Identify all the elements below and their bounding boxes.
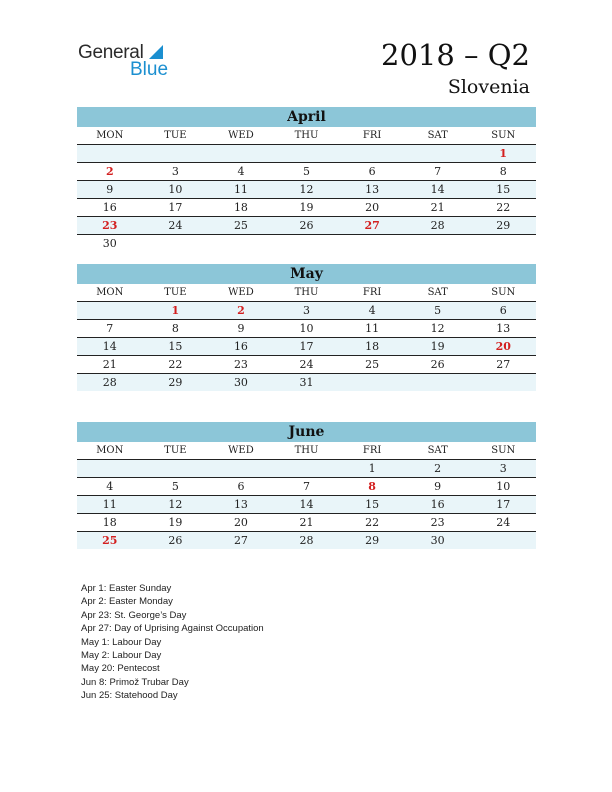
day-cell: 9 — [434, 480, 442, 493]
day-cell — [208, 145, 274, 162]
day-cell: 11 — [102, 498, 117, 511]
holiday-day-cell: 1 — [171, 304, 180, 317]
logo-general-text: General — [78, 42, 144, 63]
weekday-header-row — [77, 442, 536, 460]
holiday-note: May 20: Pentecost — [81, 663, 160, 675]
weekday-header-row — [77, 127, 536, 145]
day-cell: 6 — [499, 304, 507, 317]
day-cell: 20 — [233, 516, 248, 529]
week-row — [77, 163, 536, 181]
day-cell: 6 — [237, 480, 245, 493]
day-cell: 5 — [303, 165, 311, 178]
day-cell: 21 — [430, 201, 445, 214]
day-cell: 23 — [233, 358, 248, 371]
day-cell: 19 — [299, 201, 314, 214]
month-calendar-june — [77, 422, 536, 549]
day-cell: 3 — [499, 462, 507, 475]
day-cell: 14 — [299, 498, 314, 511]
week-row — [77, 235, 536, 252]
weekday-label: TUE — [164, 445, 187, 456]
day-cell: 7 — [303, 480, 311, 493]
holiday-note: Apr 23: St. George’s Day — [81, 609, 187, 621]
day-cell: 7 — [106, 322, 114, 335]
weekday-label: SUN — [491, 445, 516, 456]
day-cell: 1 — [368, 462, 376, 475]
week-row — [77, 302, 536, 320]
day-cell: 26 — [168, 534, 183, 547]
day-cell: 15 — [365, 498, 380, 511]
day-cell: 19 — [168, 516, 183, 529]
day-cell: 14 — [102, 340, 117, 353]
holiday-day-cell: 20 — [495, 340, 511, 353]
holiday-day-cell: 27 — [364, 219, 380, 232]
day-cell: 18 — [365, 340, 380, 353]
day-cell: 24 — [496, 516, 511, 529]
logo-blue-text: Blue — [130, 59, 169, 80]
month-name: May — [77, 264, 536, 284]
day-cell — [339, 145, 405, 162]
day-cell: 26 — [430, 358, 445, 371]
day-cell: 18 — [102, 516, 117, 529]
day-cell: 19 — [430, 340, 445, 353]
weekday-label: MON — [96, 445, 124, 456]
weekday-label: MON — [96, 287, 124, 298]
holiday-day-cell: 25 — [102, 534, 118, 547]
weekday-label: THU — [294, 287, 319, 298]
page-title: 2018 – Q2 — [381, 38, 530, 72]
weekday-label: WED — [228, 287, 254, 298]
weekday-label: SAT — [427, 287, 448, 298]
holiday-note: Apr 27: Day of Uprising Against Occupation — [81, 623, 264, 635]
day-cell: 25 — [233, 219, 248, 232]
day-cell: 21 — [102, 358, 117, 371]
day-cell: 27 — [496, 358, 511, 371]
day-cell: 16 — [102, 201, 117, 214]
holiday-note: May 1: Labour Day — [81, 636, 162, 648]
day-cell: 28 — [430, 219, 445, 232]
day-cell: 26 — [299, 219, 314, 232]
country-subtitle: Slovenia — [447, 76, 530, 98]
day-cell: 4 — [237, 165, 245, 178]
weekday-label: THU — [294, 445, 319, 456]
day-cell: 22 — [168, 358, 183, 371]
day-cell: 30 — [430, 534, 445, 547]
day-cell: 5 — [434, 304, 442, 317]
day-cell: 10 — [168, 183, 183, 196]
day-cell: 14 — [430, 183, 445, 196]
holiday-note: May 2: Labour Day — [81, 649, 162, 661]
day-cell — [470, 374, 536, 391]
holiday-note: Apr 2: Easter Monday — [81, 596, 173, 608]
weekday-label: TUE — [164, 130, 187, 141]
day-cell — [470, 532, 536, 549]
day-cell — [77, 460, 143, 477]
week-row — [77, 374, 536, 391]
week-row — [77, 514, 536, 532]
day-cell: 8 — [171, 322, 179, 335]
holiday-day-cell: 23 — [102, 219, 118, 232]
day-cell: 27 — [233, 534, 248, 547]
weekday-label: SUN — [491, 130, 516, 141]
holiday-note: Apr 1: Easter Sunday — [81, 583, 172, 594]
week-row — [77, 199, 536, 217]
day-cell — [274, 145, 340, 162]
week-row — [77, 145, 536, 163]
day-cell — [208, 460, 274, 477]
day-cell: 20 — [365, 201, 380, 214]
week-row — [77, 181, 536, 199]
week-row — [77, 496, 536, 514]
week-row — [77, 356, 536, 374]
holiday-day-cell: 2 — [105, 165, 114, 178]
weekday-label: SAT — [427, 130, 448, 141]
day-cell: 15 — [168, 340, 183, 353]
day-cell: 17 — [168, 201, 183, 214]
day-cell: 16 — [430, 498, 445, 511]
day-cell — [405, 145, 471, 162]
day-cell: 29 — [168, 376, 183, 389]
holiday-note: Jun 25: Statehood Day — [81, 690, 178, 702]
day-cell: 4 — [368, 304, 376, 317]
holiday-day-cell: 8 — [368, 480, 376, 493]
day-cell: 3 — [171, 165, 179, 178]
brand-logo — [78, 42, 178, 82]
day-cell: 12 — [430, 322, 445, 335]
weekday-header-row — [77, 284, 536, 302]
day-cell: 13 — [365, 183, 380, 196]
holiday-note: Jun 8: Primož Trubar Day — [81, 676, 189, 688]
day-cell — [339, 235, 405, 252]
day-cell: 30 — [102, 237, 117, 250]
month-name: June — [77, 422, 536, 442]
week-row — [77, 320, 536, 338]
day-cell: 10 — [496, 480, 511, 493]
month-name: April — [77, 107, 536, 127]
day-cell: 13 — [233, 498, 248, 511]
day-cell: 12 — [168, 498, 183, 511]
day-cell: 12 — [299, 183, 314, 196]
day-cell: 28 — [299, 534, 314, 547]
weekday-label: SUN — [491, 287, 516, 298]
weekday-label: THU — [294, 130, 319, 141]
day-cell: 11 — [233, 183, 248, 196]
day-cell: 13 — [496, 322, 511, 335]
day-cell: 4 — [106, 480, 114, 493]
day-cell — [405, 235, 471, 252]
day-cell: 5 — [171, 480, 179, 493]
day-cell: 22 — [365, 516, 380, 529]
weekday-label: SAT — [427, 445, 448, 456]
day-cell: 28 — [102, 376, 117, 389]
day-cell — [470, 235, 536, 252]
day-cell: 31 — [299, 376, 314, 389]
day-cell — [143, 460, 209, 477]
weekday-label: FRI — [362, 287, 382, 298]
day-cell: 21 — [299, 516, 314, 529]
weekday-label: FRI — [362, 445, 382, 456]
day-cell: 30 — [233, 376, 248, 389]
week-row — [77, 217, 536, 235]
day-cell — [274, 460, 340, 477]
day-cell — [77, 145, 143, 162]
day-cell: 29 — [365, 534, 380, 547]
month-calendar-may — [77, 264, 536, 391]
day-cell — [339, 374, 405, 391]
holiday-day-cell: 2 — [237, 304, 245, 317]
week-row — [77, 478, 536, 496]
day-cell: 22 — [496, 201, 511, 214]
day-cell: 17 — [299, 340, 314, 353]
day-cell: 15 — [496, 183, 511, 196]
day-cell: 2 — [434, 462, 442, 475]
holiday-day-cell: 1 — [499, 147, 508, 160]
holiday-notes — [81, 582, 264, 703]
day-cell: 10 — [299, 322, 314, 335]
weekday-label: WED — [228, 130, 254, 141]
day-cell: 8 — [499, 165, 507, 178]
day-cell: 23 — [430, 516, 445, 529]
day-cell: 24 — [299, 358, 314, 371]
day-cell: 9 — [237, 322, 245, 335]
day-cell: 25 — [365, 358, 380, 371]
weekday-label: MON — [96, 130, 124, 141]
day-cell: 18 — [233, 201, 248, 214]
month-calendar-april — [77, 107, 536, 252]
day-cell: 3 — [303, 304, 311, 317]
day-cell: 17 — [496, 498, 511, 511]
week-row — [77, 460, 536, 478]
day-cell: 7 — [434, 165, 442, 178]
weekday-label: WED — [228, 445, 254, 456]
day-cell: 9 — [106, 183, 114, 196]
day-cell — [77, 302, 143, 319]
day-cell — [274, 235, 340, 252]
day-cell — [143, 235, 209, 252]
weekday-label: FRI — [362, 130, 382, 141]
logo-triangle-icon — [149, 45, 163, 59]
week-row — [77, 338, 536, 356]
day-cell: 16 — [233, 340, 248, 353]
day-cell — [143, 145, 209, 162]
day-cell: 6 — [368, 165, 376, 178]
day-cell: 29 — [496, 219, 511, 232]
week-row — [77, 532, 536, 549]
weekday-label: TUE — [164, 287, 187, 298]
day-cell: 24 — [168, 219, 183, 232]
day-cell — [208, 235, 274, 252]
day-cell — [405, 374, 471, 391]
day-cell: 11 — [365, 322, 380, 335]
